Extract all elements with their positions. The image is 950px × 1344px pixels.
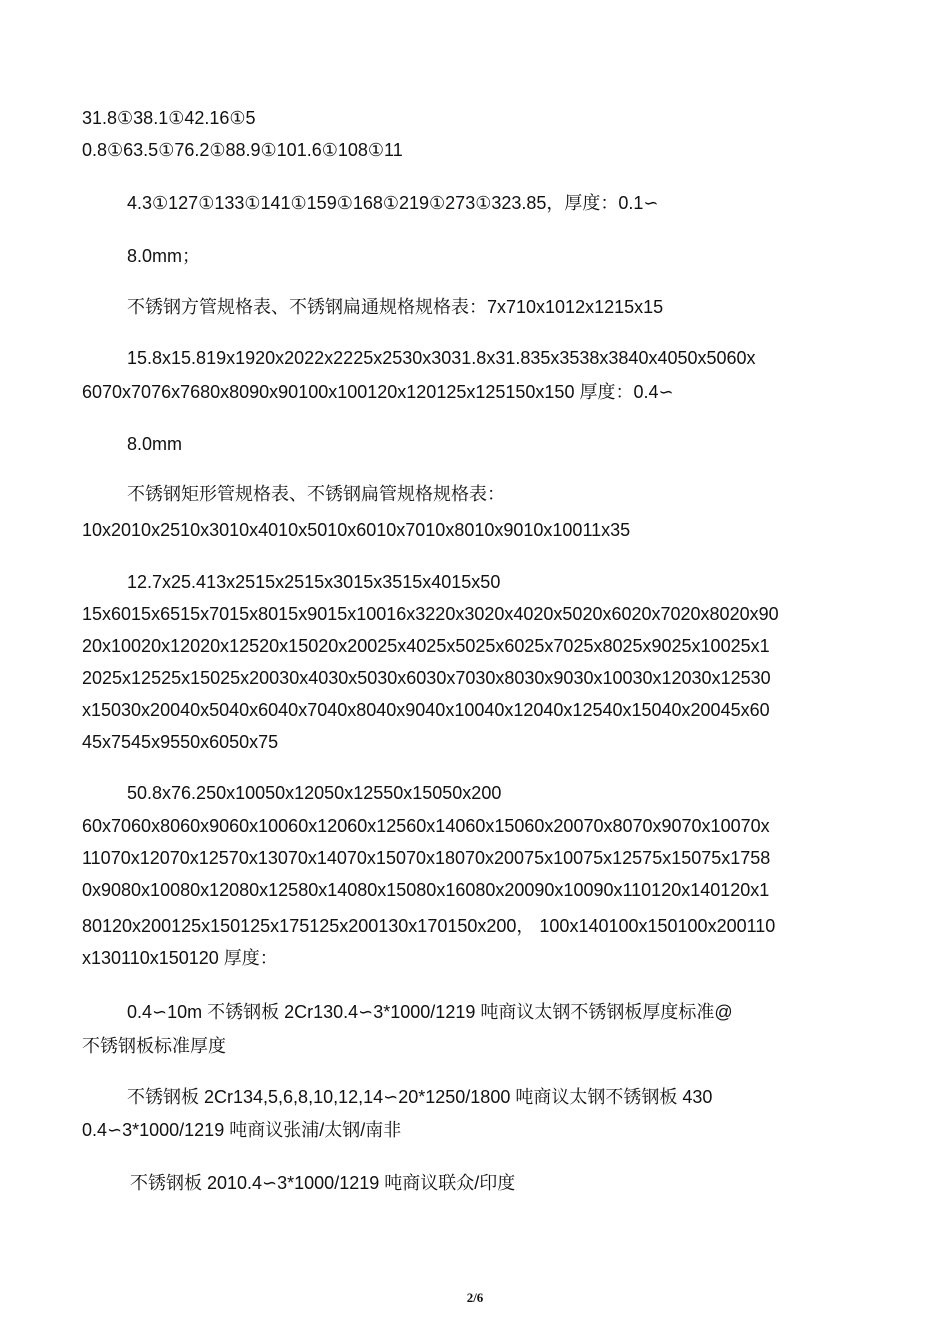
page-number: 2/6 xyxy=(466,1290,484,1305)
text-line: 80120x200125x150125x175125x200130x170150x200， 100x140100x150100x200110 xyxy=(82,916,776,936)
text-line: 12.7x25.413x2515x2515x3015x3515x4015x50 xyxy=(127,572,501,592)
text-line: 20x10020x12020x12520x15020x20025x4025x5025x6025x7025x8025x9025x10025x1 xyxy=(82,636,770,656)
text-line: 11070x12070x12570x13070x14070x15070x18070x20075x10075x12575x15075x1758 xyxy=(82,848,771,868)
text-line: 6070x7076x7680x8090x90100x100120x120125x125150x150 厚度：0.4∽ xyxy=(82,382,674,402)
text-line: 8.0mm； xyxy=(127,246,201,266)
text-line: 2025x12525x15025x20030x4030x5030x6030x7030x8030x9030x10030x12030x12530 xyxy=(82,668,771,688)
text-line: 31.8①38.1①42.16①5 xyxy=(82,108,256,128)
text-line: 0.4∽10m 不锈钢板 2Cr130.4∽3*1000/1219 吨商议太钢不锈钢板厚度标准@ xyxy=(127,1002,733,1022)
text-line: x130110x150120 厚度： xyxy=(82,948,278,968)
text-line: 50.8x76.250x10050x12050x12550x15050x200 xyxy=(127,783,502,803)
text-line: x15030x20040x5040x6040x7040x8040x9040x10040x12040x12540x15040x20045x60 xyxy=(82,700,770,720)
text-line: 60x7060x8060x9060x10060x12060x12560x14060x15060x20070x8070x9070x10070x xyxy=(82,816,770,836)
text-line: 4.3①127①133①141①159①168①219①273①323.85，厚度：0.1∽ xyxy=(127,193,659,213)
text-line: 不锈钢板 2Cr134,5,6,8,10,12,14∽20*1250/1800 吨商议太钢不锈钢板 430 xyxy=(127,1087,713,1107)
text-line: 不锈钢板标准厚度 xyxy=(82,1036,226,1056)
text-line: 15.8x15.819x1920x2022x2225x2530x3031.8x31.835x3538x3840x4050x5060x xyxy=(127,348,756,368)
text-line: 0.4∽3*1000/1219 吨商议张浦/太钢/南非 xyxy=(82,1120,402,1140)
text-line: 不锈钢矩形管规格表、不锈钢扁管规格规格表： xyxy=(127,484,505,504)
text-line: 10x2010x2510x3010x4010x5010x6010x7010x8010x9010x10011x35 xyxy=(82,520,631,540)
text-line: 不锈钢板 2010.4∽3*1000/1219 吨商议联众/印度 xyxy=(130,1173,516,1193)
text-line: 0x9080x10080x12080x12580x14080x15080x16080x20090x10090x110120x140120x1 xyxy=(82,880,770,900)
text-line: 45x7545x9550x6050x75 xyxy=(82,732,279,752)
text-line: 8.0mm xyxy=(127,434,183,454)
text-line: 不锈钢方管规格表、不锈钢扁通规格规格表：7x710x1012x1215x15 xyxy=(127,297,664,317)
text-line: 0.8①63.5①76.2①88.9①101.6①108①11 xyxy=(82,140,403,160)
text-line: 15x6015x6515x7015x8015x9015x10016x3220x3020x4020x5020x6020x7020x8020x90 xyxy=(82,604,779,624)
